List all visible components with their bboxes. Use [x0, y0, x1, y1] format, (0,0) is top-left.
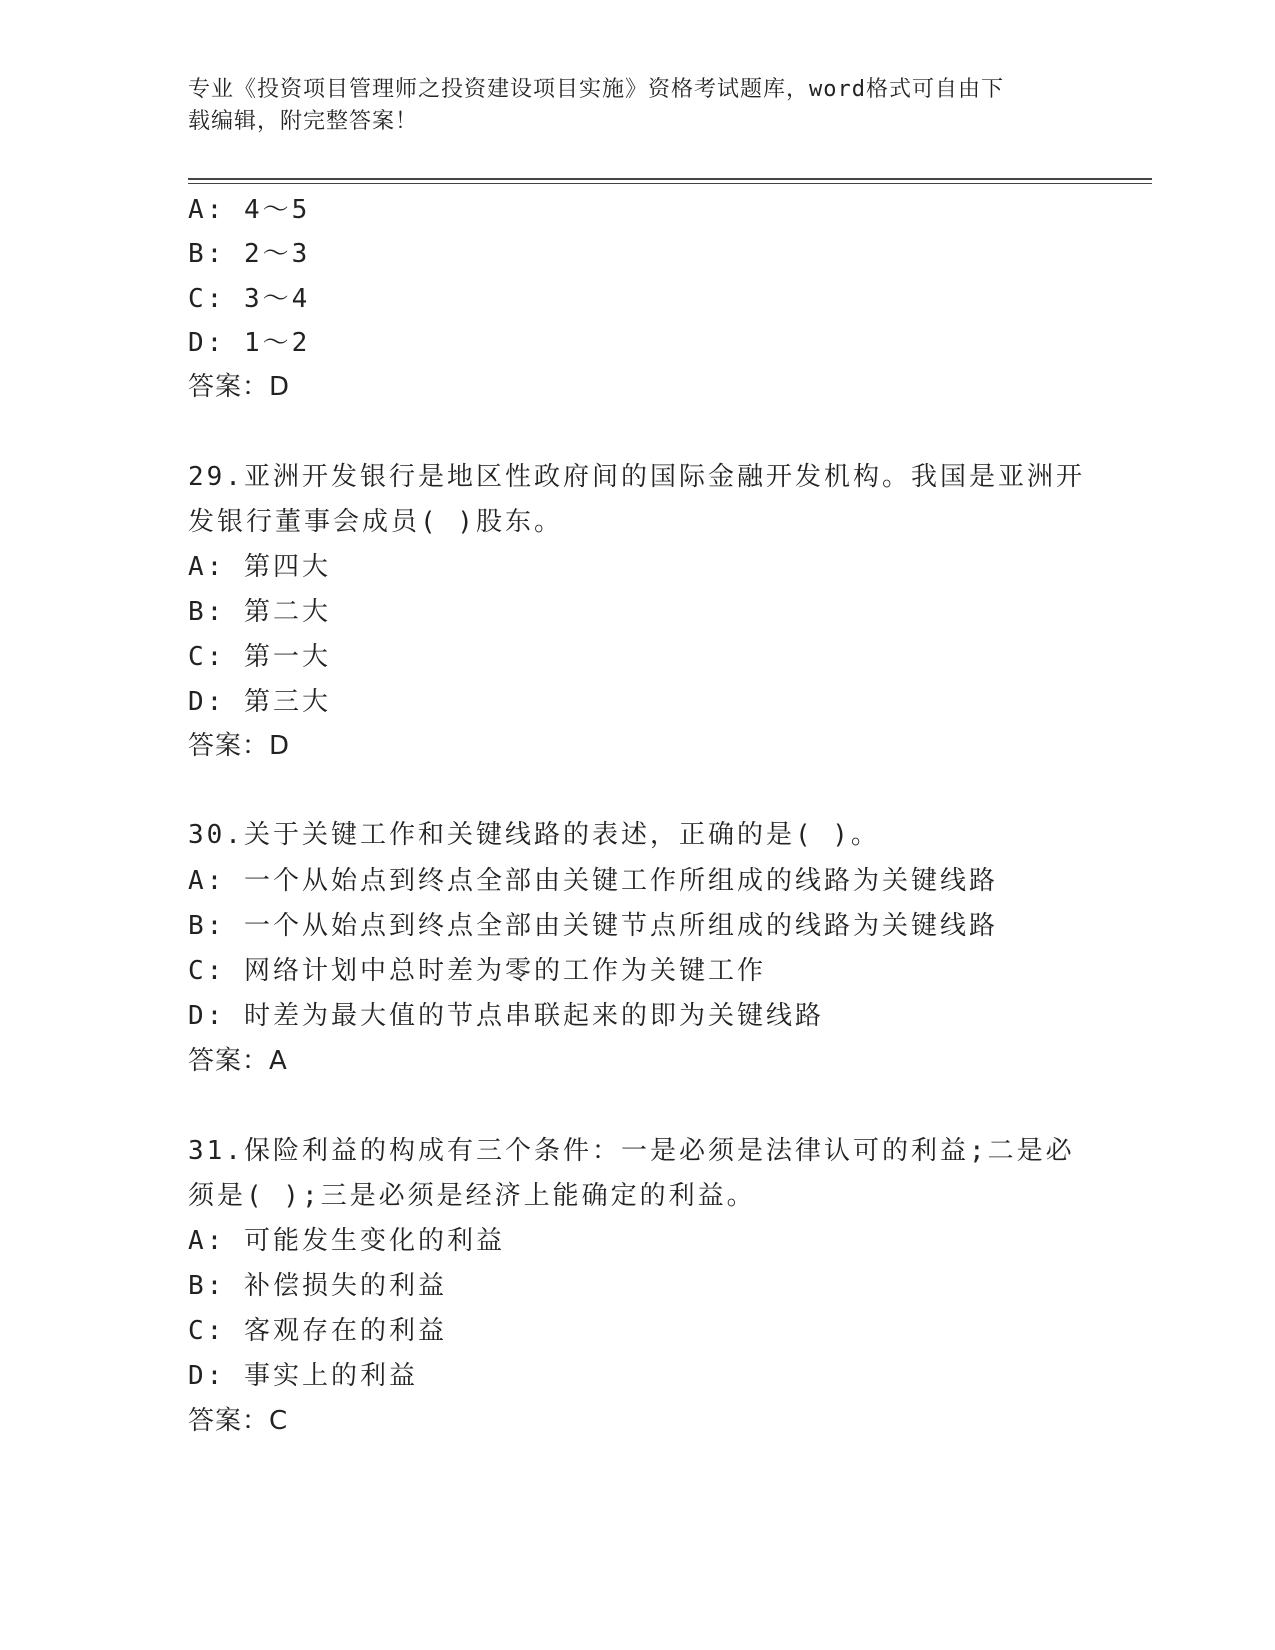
q29-stem-line-2: 发银行董事会成员( )股东。 — [188, 507, 563, 537]
q28-option-c: C: 3～4 — [188, 284, 311, 314]
header-line-1: 专业《投资项目管理师之投资建设项目实施》资格考试题库，word格式可自由下 — [188, 77, 1004, 102]
q30-option-d: D: 时差为最大值的节点串联起来的即为关键线路 — [188, 1001, 824, 1031]
q31-option-b: B: 补偿损失的利益 — [188, 1271, 447, 1301]
q30-answer: 答案：A — [188, 1046, 288, 1076]
q30-option-b: B: 一个从始点到终点全部由关键节点所组成的线路为关键线路 — [188, 911, 998, 941]
q29-stem-line-1: 29.亚洲开发银行是地区性政府间的国际金融开发机构。我国是亚洲开 — [188, 462, 1085, 492]
q30-option-a: A: 一个从始点到终点全部由关键工作所组成的线路为关键线路 — [188, 866, 998, 896]
q31-stem-line-1: 31.保险利益的构成有三个条件：一是必须是法律认可的利益;二是必 — [188, 1136, 1075, 1166]
q31-answer: 答案：C — [188, 1406, 289, 1436]
document-header — [188, 74, 1068, 138]
q30-stem-line-1: 30.关于关键工作和关键线路的表述，正确的是( )。 — [188, 820, 880, 850]
header-line-2: 载编辑，附完整答案！ — [188, 109, 419, 134]
q28-option-b: B: 2～3 — [188, 239, 311, 269]
q28-answer: 答案：D — [188, 372, 291, 402]
header-divider-thin — [188, 183, 1152, 184]
q29-answer: 答案：D — [188, 731, 291, 761]
q29-option-a: A: 第四大 — [188, 552, 331, 582]
q28-option-a: A: 4～5 — [188, 195, 311, 225]
q30-option-c: C: 网络计划中总时差为零的工作为关键工作 — [188, 956, 766, 986]
q31-option-a: A: 可能发生变化的利益 — [188, 1226, 505, 1256]
q29-option-b: B: 第二大 — [188, 597, 331, 627]
header-divider-thick — [188, 178, 1152, 180]
q31-option-c: C: 客观存在的利益 — [188, 1316, 447, 1346]
q29-option-c: C: 第一大 — [188, 642, 331, 672]
q31-option-d: D: 事实上的利益 — [188, 1361, 418, 1391]
q29-option-d: D: 第三大 — [188, 687, 331, 717]
q28-option-d: D: 1～2 — [188, 328, 311, 358]
q31-stem-line-2: 须是( );三是必须是经济上能确定的利益。 — [188, 1181, 756, 1211]
